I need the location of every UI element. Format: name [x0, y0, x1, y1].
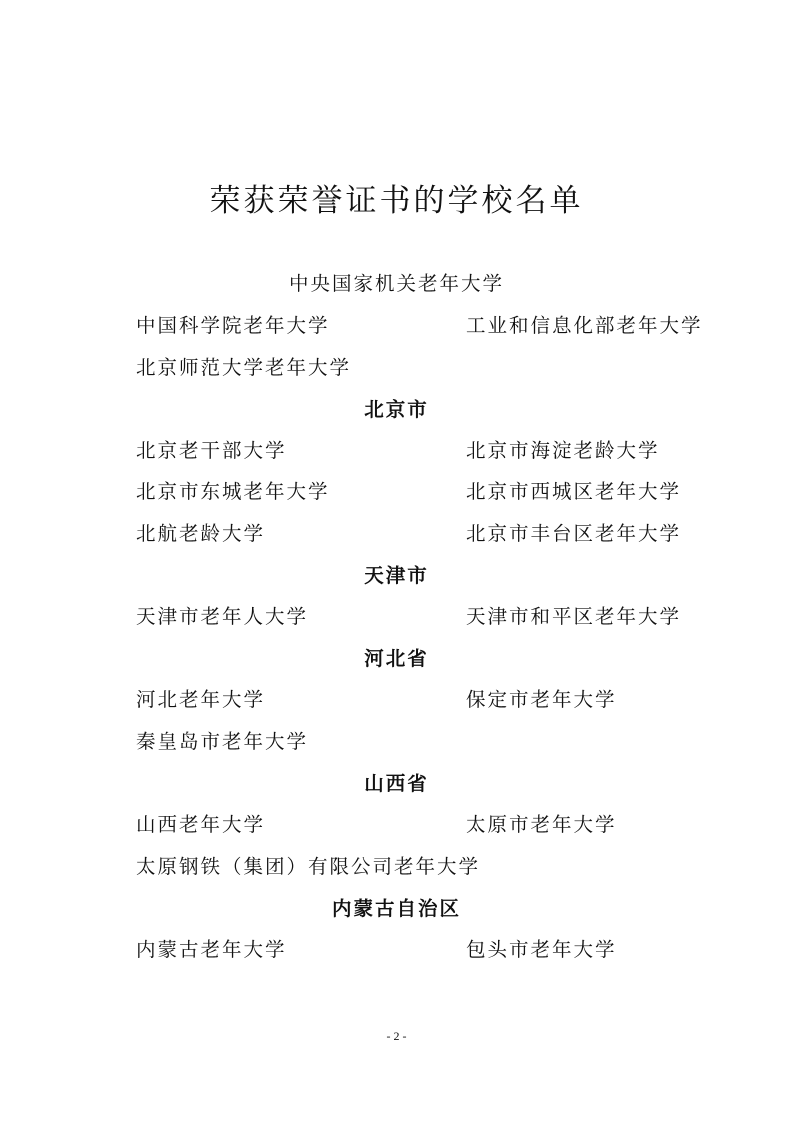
school-name: 河北老年大学	[136, 688, 266, 711]
section-heading-beijing: 北京市	[364, 398, 429, 421]
school-name: 天津市和平区老年大学	[466, 605, 682, 628]
school-name: 中国科学院老年大学	[136, 314, 330, 337]
school-name: 秦皇岛市老年大学	[136, 730, 309, 753]
school-name: 太原钢铁（集团）有限公司老年大学	[136, 855, 481, 878]
school-name: 天津市老年人大学	[136, 605, 309, 628]
page-title: 荣获荣誉证书的学校名单	[209, 183, 584, 219]
school-name: 北京市西城区老年大学	[466, 480, 682, 503]
school-name: 北京市海淀老龄大学	[466, 439, 660, 462]
school-name: 山西老年大学	[136, 813, 266, 836]
school-name: 工业和信息化部老年大学	[466, 314, 703, 337]
school-name: 内蒙古老年大学	[136, 938, 287, 961]
school-name: 北京老干部大学	[136, 439, 287, 462]
section-heading-tianjin: 天津市	[364, 564, 429, 587]
school-name: 北京市东城老年大学	[136, 480, 330, 503]
school-name: 北航老龄大学	[136, 522, 266, 545]
section-heading-inner-mongolia: 内蒙古自治区	[331, 897, 461, 920]
school-name: 保定市老年大学	[466, 688, 617, 711]
central-top-line: 中央国家机关老年大学	[288, 272, 504, 295]
school-name: 太原市老年大学	[466, 813, 617, 836]
school-name: 北京师范大学老年大学	[136, 356, 352, 379]
section-heading-hebei: 河北省	[364, 647, 429, 670]
section-heading-shanxi: 山西省	[364, 772, 429, 795]
page-number: - 2 -	[386, 1029, 407, 1043]
school-name: 包头市老年大学	[466, 938, 617, 961]
school-name: 北京市丰台区老年大学	[466, 522, 682, 545]
